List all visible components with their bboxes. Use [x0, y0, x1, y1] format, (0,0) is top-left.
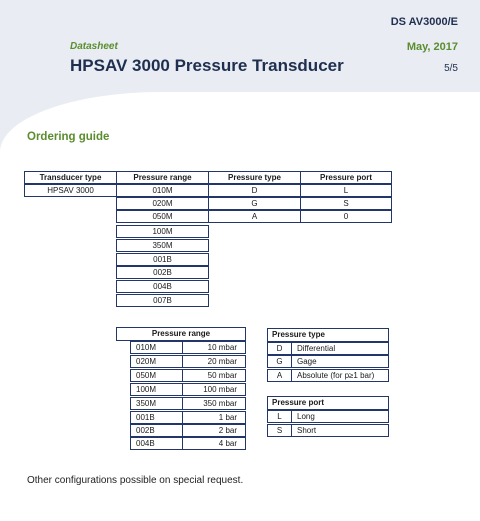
cell-type: G	[208, 197, 301, 210]
cell-range: 004B	[116, 280, 209, 293]
cell-range: 002B	[116, 266, 209, 279]
type-code: A	[267, 369, 292, 382]
range-code: 010M	[130, 341, 183, 354]
datasheet-label: Datasheet	[70, 41, 118, 52]
header-pressure-range: Pressure range	[116, 171, 209, 184]
range-value: 350 mbar	[182, 397, 246, 410]
range-value: 50 mbar	[182, 369, 246, 382]
cell-range: 350M	[116, 239, 209, 252]
cell-range: 100M	[116, 225, 209, 238]
cell-port: S	[300, 197, 392, 210]
cell-port: 0	[300, 210, 392, 223]
type-description: Gage	[291, 355, 389, 368]
port-code: L	[267, 410, 292, 423]
cell-range: 001B	[116, 253, 209, 266]
cell-type: A	[208, 210, 301, 223]
range-value: 1 bar	[182, 411, 246, 424]
range-code: 350M	[130, 397, 183, 410]
cell-type: D	[208, 184, 301, 197]
type-table-header: Pressure type	[267, 328, 389, 342]
page-number: 5/5	[444, 63, 458, 74]
range-value: 4 bar	[182, 437, 246, 450]
header-pressure-type: Pressure type	[208, 171, 301, 184]
page-title: HPSAV 3000 Pressure Transducer	[70, 56, 344, 75]
cell-range: 020M	[116, 197, 209, 210]
document-date: May, 2017	[406, 41, 458, 53]
type-description: Absolute (for p≥1 bar)	[291, 369, 389, 382]
range-code: 002B	[130, 424, 183, 437]
range-value: 100 mbar	[182, 383, 246, 396]
cell-transducer: HPSAV 3000	[24, 184, 117, 197]
page-background	[0, 92, 480, 521]
cell-port: L	[300, 184, 392, 197]
port-code: S	[267, 424, 292, 437]
cell-range: 010M	[116, 184, 209, 197]
type-description: Differential	[291, 342, 389, 355]
range-value: 20 mbar	[182, 355, 246, 368]
cell-range: 007B	[116, 294, 209, 307]
range-table-header: Pressure range	[116, 327, 246, 341]
header-transducer-type: Transducer type	[24, 171, 117, 184]
special-request-note: Other configurations possible on special request.	[27, 475, 244, 486]
range-code: 004B	[130, 437, 183, 450]
port-description: Long	[291, 410, 389, 423]
range-code: 100M	[130, 383, 183, 396]
range-value: 2 bar	[182, 424, 246, 437]
port-description: Short	[291, 424, 389, 437]
cell-range: 050M	[116, 210, 209, 223]
document-id: DS AV3000/E	[390, 16, 458, 28]
type-code: G	[267, 355, 292, 368]
range-code: 050M	[130, 369, 183, 382]
port-table-header: Pressure port	[267, 396, 389, 410]
range-value: 10 mbar	[182, 341, 246, 354]
range-code: 020M	[130, 355, 183, 368]
type-code: D	[267, 342, 292, 355]
range-code: 001B	[130, 411, 183, 424]
section-title-ordering-guide: Ordering guide	[27, 131, 110, 143]
header-pressure-port: Pressure port	[300, 171, 392, 184]
